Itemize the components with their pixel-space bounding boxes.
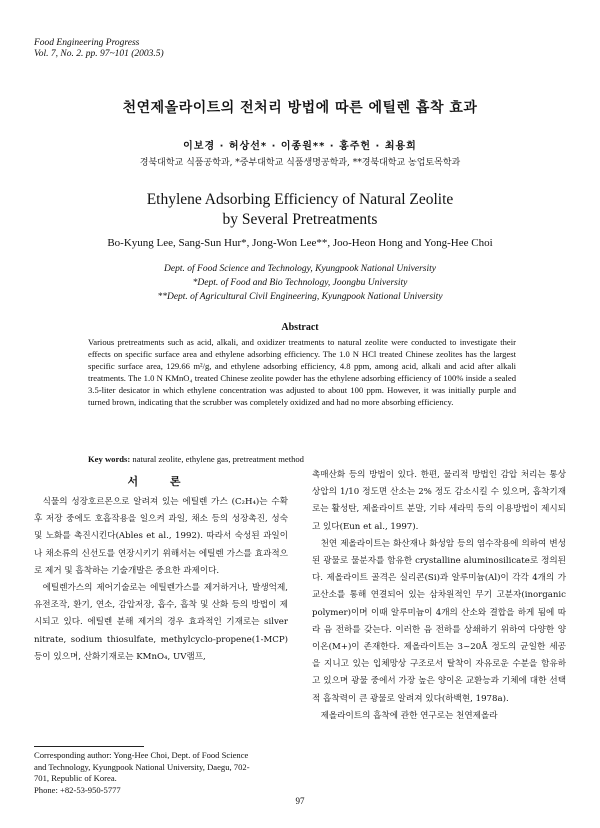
footnote-rule: [34, 746, 144, 747]
journal-header: [34, 38, 164, 60]
body-paragraph: 촉매산화 등의 방법이 있다. 한편, 물리적 방법인 감압 처리는 통상 상압의 1/10 정도면 산소는 2% 정도 감소시킬 수 있으며, 흡착기재로는 활성탄, 제올라이트 분말, 기타 세라믹 등의 이용방법이 제시되고 있다(Eun et al., 1997).: [312, 470, 566, 532]
english-authors: Bo-Kyung Lee, Sang-Sun Hur*, Jong-Won Lee**, Joo-Heon Hong and Yong-Hee Choi: [107, 237, 493, 249]
keywords: [88, 454, 516, 464]
footnote-line: 701, Republic of Korea.: [34, 773, 117, 783]
korean-authors: 이보경 · 허상선* · 이종원** · 홍주헌 · 최용희: [183, 141, 417, 152]
footnote-line: Phone: +82-53-950-5777: [34, 784, 121, 795]
keywords-label: Key words:: [88, 454, 131, 464]
abstract-heading: Abstract: [281, 322, 319, 333]
english-title: [0, 190, 600, 230]
right-column: [312, 467, 566, 725]
affiliation-line: **Dept. of Agricultural Civil Engineering, Kyungpook National University: [157, 292, 443, 302]
section-heading-introduction: 서 론: [127, 475, 195, 488]
english-affiliations: [0, 262, 600, 304]
affiliation-line: *Dept. of Food and Bio Technology, Joongbu University: [192, 278, 408, 288]
korean-affiliations: 경북대학교 식품공학과, *중부대학교 식품생명공학과, **경북대학교 농업토목학과: [139, 158, 461, 168]
left-column: [34, 472, 288, 666]
page-number: 97: [295, 796, 305, 806]
body-paragraph: 제올라이트의 흡착에 관한 연구로는 천연제올라: [320, 710, 498, 721]
body-paragraph: 천연 제올라이트는 화산재나 화성암 등의 염수작용에 의하여 변성된 광물로 물분자를 함유한 crystalline aluminosilicate로 정의된다. 제올라이트 골격은 실리콘(Si)과 알루미늄(Al)이 각각 4개의 가교산소를 통해 연결되어 있는 삼차원적인 무기 고분자(inorganic polymer)이며 이때 알루미늄이 4개의 산소와 결합을 하게 됨에 따라 음 전하를 갖는다. 이러한 음 전하를 상쇄하기 위하여 다양한 양이온(M+)이 존재한다. 제올라이트는 3~20Å 정도의 균일한 세공을 지니고 있는 입체망상 구조로서 탈착이 자유로운 수분을 함유하고 있으며 광물 중에서 가장 높은 양이온 교환능과 기체에 대한 선택적 흡착력이 큰 광물로 알려져 있다(하백현, 1978a).: [312, 538, 566, 704]
footnote-line: Corresponding author: Yong-Hee Choi, Dept. of Food Science: [34, 750, 249, 760]
affiliation-line: Dept. of Food Science and Technology, Kyungpook National University: [164, 264, 436, 274]
abstract-text: Various pretreatments such as acid, alkali, and oxidizer treatments to natural zeolite were conducted to investigate their effects on specific surface area and ethylene adsorbing efficiency. The 1.0 N HCl treated Chinese zeolites has the largest specific surface area, 129.66 m²/g, and ethylene adsorbing efficiency, 4.8 ppm, among acid, alkali and acid after alkali treatments. The 1.0 N KMnO₄ treated Chinese zeolite powder has the ethylene adsorbing efficiency of 100% inside a sealed 3.5-liter desicator in which ethylene concentration was adjusted to about 100 ppm. However, it was initially purple and turned brown, indicating that the scrubber was completely oxidized and had no more absorbing efficiency.: [88, 337, 516, 407]
body-paragraph: 식물의 성장호르몬으로 알려져 있는 에틸렌 가스 (C₂H₄)는 수확 후 저장 중에도 호흡작용을 일으켜 과일, 채소 등의 성장촉진, 성숙 및 노화를 촉진시킨다(Ables et al., 1992). 따라서 숙성된 과일이나 채소류의 신선도를 연장시키기 위해서는 에틸렌 가스를 효과적으로 제거 및 흡착하는 기술개발은 중요한 과제이다.: [34, 497, 288, 576]
korean-title: 천연제올라이트의 전처리 방법에 따른 에틸렌 흡착 효과: [122, 100, 478, 116]
footnote-line: and Technology, Kyungpook National University, Daegu, 702-: [34, 761, 250, 772]
journal-volume: Vol. 7, No. 2. pp. 97~101 (2003.5): [34, 49, 164, 59]
english-title-line2: by Several Pretreatments: [222, 211, 378, 228]
journal-name: Food Engineering Progress: [34, 38, 140, 48]
english-title-line1: Ethylene Adsorbing Efficiency of Natural Zeolite: [146, 191, 454, 208]
keywords-text: natural zeolite, ethylene gas, pretreatment method: [132, 454, 304, 464]
corresponding-author-note: [34, 750, 288, 796]
body-paragraph: 에틸렌가스의 제어기술로는 에틸렌가스를 제거하거나, 발생억제, 유전조작, 환기, 연소, 감압저장, 흡수, 흡착 및 산화 등의 방법이 제시되고 있다. 에틸렌 분해 제거의 경우 효과적인 기재로는 silver nitrate, sodium thiosulfate, methylcyclo-propene(1-MCP) 등이 있으며, 산화기재로는 KMnO₄, UV램프,: [34, 583, 288, 662]
